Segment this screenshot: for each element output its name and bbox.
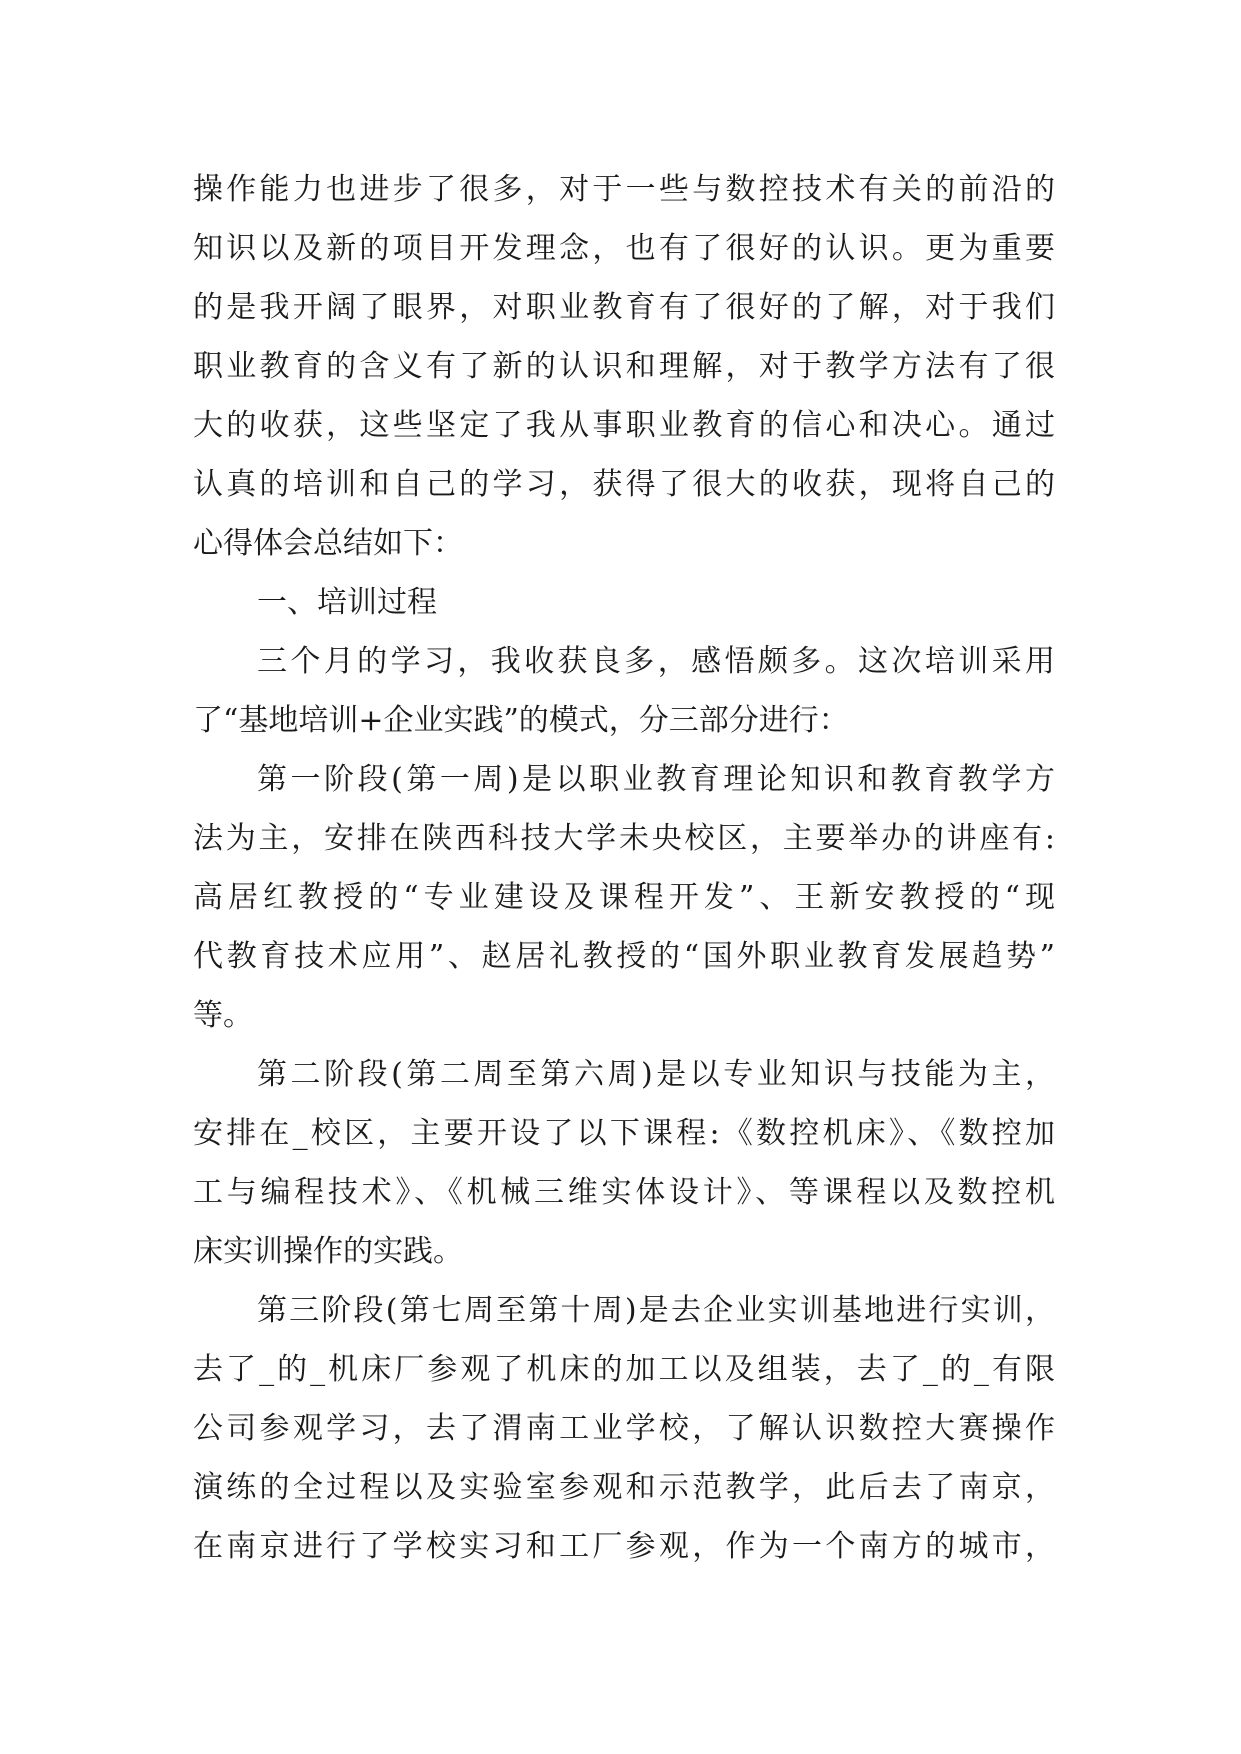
text-line: 第二阶段(第二周至第六周)是以专业知识与技能为主， [257, 1057, 1055, 1092]
text-line: 床实训操作的实践。 [193, 1234, 463, 1269]
text-line: 代教育技术应用”、赵居礼教授的“国外职业教育发展趋势” [193, 939, 1055, 974]
document-body [193, 160, 1055, 1576]
text-line: 职业教育的含义有了新的认识和理解，对于教学方法有了很 [193, 349, 1055, 384]
text-line: 认真的培训和自己的学习，获得了很大的收获，现将自己的 [193, 467, 1055, 502]
text-line: 三个月的学习，我收获良多，感悟颇多。这次培训采用 [257, 644, 1055, 679]
text-line: 知识以及新的项目开发理念，也有了很好的认识。更为重要 [193, 231, 1055, 266]
text-line: 了“基地培训+企业实践”的模式，分三部分进行： [193, 703, 849, 738]
text-line: 一、培训过程 [257, 585, 437, 620]
text-line: 工与编程技术》、《机械三维实体设计》、等课程以及数控机 [193, 1175, 1055, 1210]
text-line: 公司参观学习，去了渭南工业学校，了解认识数控大赛操作 [193, 1411, 1055, 1446]
text-line: 第一阶段(第一周)是以职业教育理论知识和教育教学方 [257, 762, 1055, 797]
text-line: 的是我开阔了眼界，对职业教育有了很好的了解，对于我们 [193, 290, 1055, 325]
text-line: 第三阶段(第七周至第十周)是去企业实训基地进行实训， [257, 1293, 1055, 1328]
text-line: 在南京进行了学校实习和工厂参观，作为一个南方的城市， [193, 1529, 1055, 1564]
text-line: 安排在_校区，主要开设了以下课程:《数控机床》、《数控加 [193, 1116, 1055, 1151]
text-line: 高居红教授的“专业建设及课程开发”、王新安教授的“现 [193, 880, 1055, 915]
text-line: 去了_的_机床厂参观了机床的加工以及组装，去了_的_有限 [193, 1352, 1055, 1387]
text-line: 演练的全过程以及实验室参观和示范教学，此后去了南京， [193, 1470, 1055, 1505]
text-line: 等。 [193, 998, 253, 1033]
text-line: 操作能力也进步了很多，对于一些与数控技术有关的前沿的 [193, 172, 1055, 207]
text-line: 大的收获，这些坚定了我从事职业教育的信心和决心。通过 [193, 408, 1055, 443]
text-line: 法为主，安排在陕西科技大学未央校区，主要举办的讲座有: [193, 821, 1055, 856]
text-line: 心得体会总结如下： [193, 526, 463, 561]
